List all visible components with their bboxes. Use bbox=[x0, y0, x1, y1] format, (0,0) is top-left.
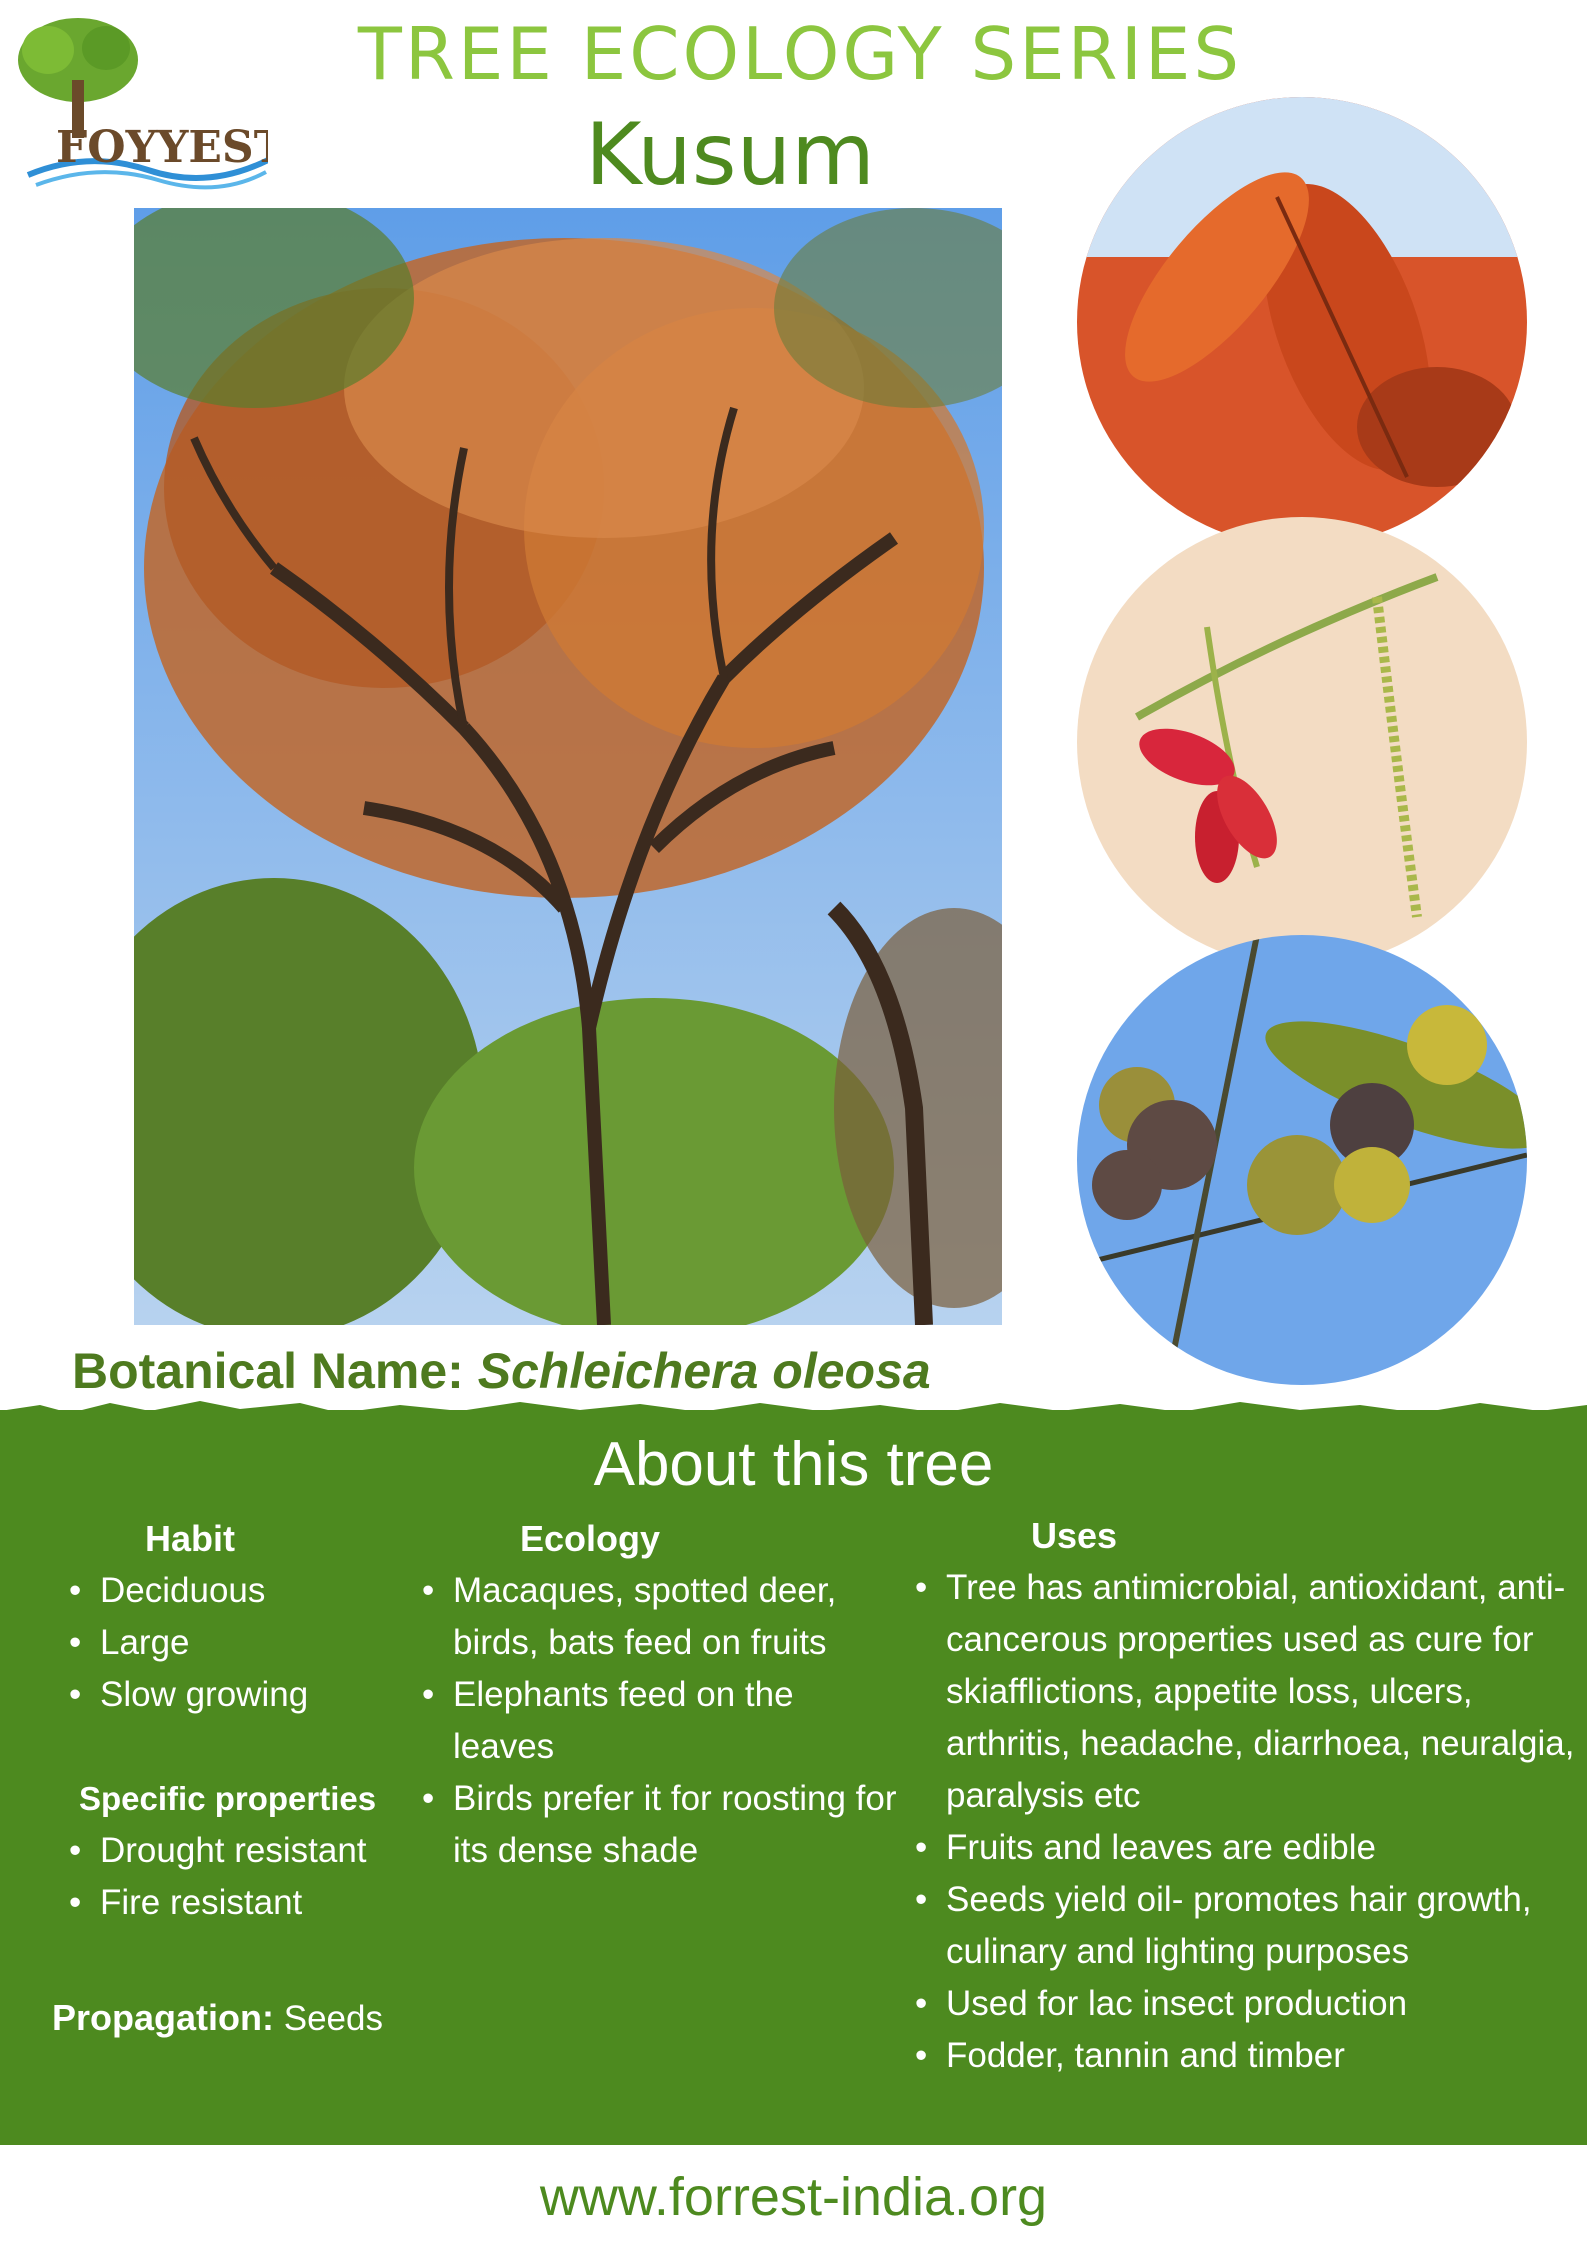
svg-text:FOYYEST: FOYYEST bbox=[56, 122, 268, 173]
series-title: TREE ECOLOGY SERIES bbox=[357, 12, 1243, 96]
tree-photo-image bbox=[134, 208, 1002, 1325]
forrest-logo bbox=[8, 10, 268, 190]
propagation-label: Propagation: bbox=[52, 1997, 274, 2038]
list-item: • Large bbox=[67, 1617, 427, 1669]
fruits-image bbox=[1077, 935, 1527, 1385]
flowers-image bbox=[1077, 517, 1527, 967]
tree-logo-icon bbox=[8, 10, 268, 190]
uses-section bbox=[913, 1510, 1578, 2082]
habit-heading: Habit bbox=[145, 1518, 235, 1559]
uses-list bbox=[913, 1562, 1578, 2082]
leaves-circle-photo bbox=[1077, 97, 1527, 547]
uses-heading: Uses bbox=[1031, 1515, 1118, 1556]
flowers-circle-photo bbox=[1077, 517, 1527, 967]
list-item: • Used for lac insect production bbox=[913, 1978, 1578, 2030]
list-item: • Seeds yield oil- promotes hair growth, culinary and lighting purposes bbox=[913, 1874, 1578, 1978]
propagation-value: Seeds bbox=[283, 1999, 383, 2038]
list-item: • Fruits and leaves are edible bbox=[913, 1822, 1578, 1874]
habit-list bbox=[67, 1565, 427, 1721]
ecology-heading: Ecology bbox=[520, 1518, 661, 1559]
list-item: • Tree has antimicrobial, antioxidant, anti-cancerous properties used as cure for skiafflictions, appetite loss, ulcers, arthritis, headache, diarrhoea, neuralgia, paralysis etc bbox=[913, 1562, 1578, 1822]
list-item: • Slow growing bbox=[67, 1669, 427, 1721]
tree-name-title: Kusum bbox=[585, 105, 875, 205]
botanical-name-label: Botanical Name: bbox=[72, 1343, 464, 1399]
ecology-list bbox=[420, 1565, 900, 1877]
about-title: About this tree bbox=[593, 1430, 994, 1499]
list-item: • Elephants feed on the leaves bbox=[420, 1669, 900, 1773]
main-tree-photo bbox=[134, 208, 1002, 1325]
ecology-section bbox=[420, 1513, 900, 1877]
specific-properties-list bbox=[67, 1825, 427, 1929]
fruits-circle-photo bbox=[1077, 935, 1527, 1385]
website-link[interactable]: www.forrest-india.org bbox=[539, 2167, 1048, 2227]
propagation bbox=[52, 1992, 383, 2045]
specific-properties-heading: Specific properties bbox=[79, 1780, 377, 1817]
list-item: • Fire resistant bbox=[67, 1877, 427, 1929]
list-item: • Fodder, tannin and timber bbox=[913, 2030, 1578, 2082]
red-leaves-image bbox=[1077, 97, 1527, 547]
specific-properties-section bbox=[67, 1773, 427, 1929]
list-item: • Deciduous bbox=[67, 1565, 427, 1617]
list-item: • Drought resistant bbox=[67, 1825, 427, 1877]
scientific-name: Schleichera oleosa bbox=[477, 1343, 931, 1399]
habit-section bbox=[67, 1513, 427, 1929]
list-item: • Macaques, spotted deer, birds, bats feed on fruits bbox=[420, 1565, 900, 1669]
list-item: • Birds prefer it for roosting for its dense shade bbox=[420, 1773, 900, 1877]
